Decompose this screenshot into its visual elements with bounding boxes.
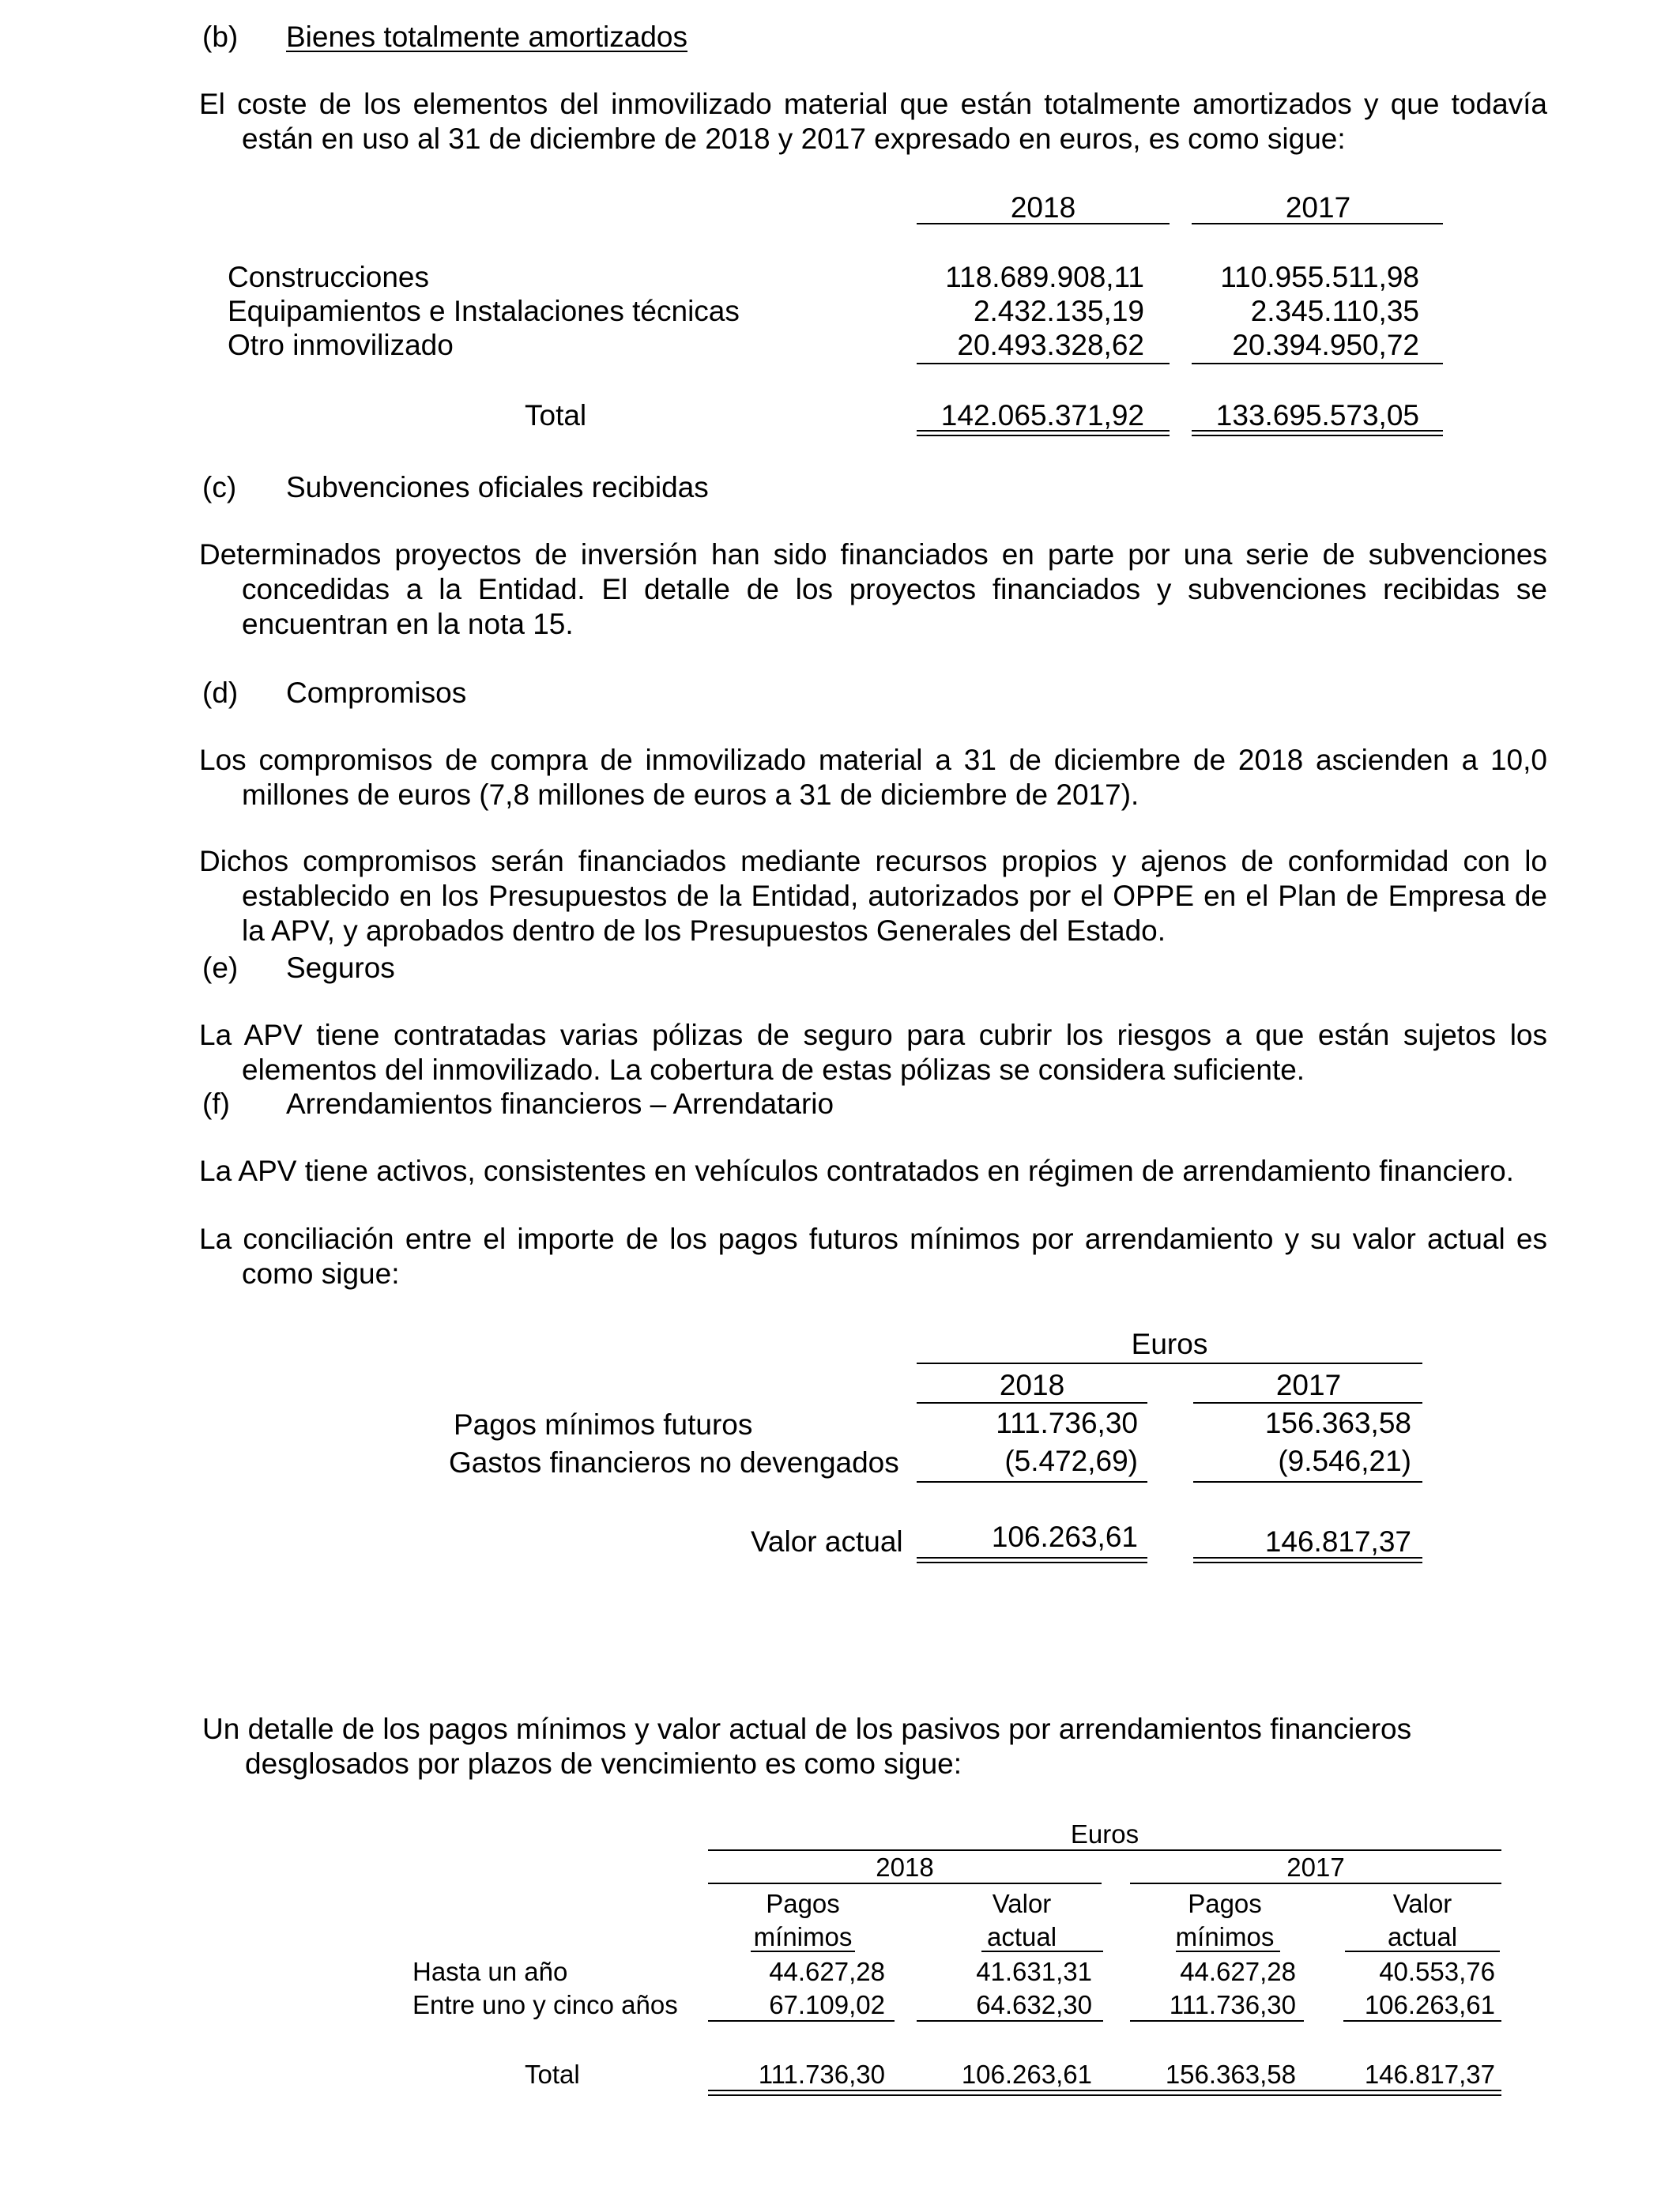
table-f2-cell: 106.263,61 [1364, 1990, 1495, 2019]
table-f2-cell: 64.632,30 [976, 1990, 1092, 2019]
table-f2-col-header: Valor [1392, 1889, 1452, 1918]
table-f2-cell: 67.109,02 [769, 1990, 885, 2019]
table-f2-col-header: Pagos [1188, 1889, 1262, 1918]
paragraph-line: encuentran en la nota 15. [242, 608, 574, 640]
table-b-subtotal-rule [1192, 363, 1443, 364]
paragraph-line: La APV tiene contratadas varias pólizas de seguro para cubrir los riesgos a que están sujetos los [199, 1019, 1547, 1051]
table-f2-cell: 111.736,30 [1169, 1990, 1296, 2019]
section-d-paragraph-2 [199, 844, 1547, 948]
table-b-total-cell: 133.695.573,05 [1215, 399, 1419, 432]
paragraph-line: millones de euros (7,8 millones de euros a 31 de diciembre de 2017). [242, 778, 1139, 811]
section-c-paragraph [199, 537, 1547, 642]
paragraph-line: La conciliación entre el importe de los pagos futuros mínimos por arrendamiento y su valor actual es [199, 1223, 1547, 1255]
section-f-paragraph-2 [199, 1222, 1547, 1291]
table-f1-total-cell: 146.817,37 [1264, 1525, 1411, 1558]
table-f1-cell: (9.546,21) [1278, 1445, 1411, 1477]
table-f2-cell: 41.631,31 [976, 1957, 1092, 1986]
section-b-paragraph [199, 87, 1547, 156]
table-f1-row-label: Pagos mínimos futuros [454, 1408, 753, 1441]
table-b-cell: 20.394.950,72 [1232, 329, 1419, 361]
table-f2-col-header: actual [986, 1922, 1057, 1951]
table-f2-cell: 44.627,28 [769, 1957, 885, 1986]
section-f-letter: (f) [202, 1088, 230, 1120]
section-e-paragraph [199, 1018, 1547, 1088]
section-c-letter: (c) [202, 471, 237, 503]
table-b-total-cell: 142.065.371,92 [940, 399, 1144, 432]
table-f2-year-rule [1130, 1883, 1501, 1884]
section-c-title: Subvenciones oficiales recibidas [286, 471, 709, 503]
table-f2-group-rule [708, 1849, 1501, 1851]
table-f1-total-double-rule [917, 1557, 1147, 1563]
table-f2-subtotal-rule [1343, 2020, 1501, 2022]
table-f1-header-rule [1193, 1402, 1422, 1404]
table-b-row-label: Otro inmovilizado [228, 329, 454, 361]
table-f1-total-cell: 106.263,61 [991, 1521, 1138, 1553]
table-b-row-label: Construcciones [228, 261, 430, 293]
table-f2-cell: 44.627,28 [1180, 1957, 1296, 1986]
paragraph-line: Dichos compromisos serán financiados mediante recursos propios y ajenos de conformidad con lo [199, 845, 1547, 877]
table-f1-total-label: Valor actual [751, 1525, 903, 1558]
paragraph-line: elementos del inmovilizado. La cobertura de estas pólizas se considera suficiente. [242, 1054, 1305, 1086]
paragraph-line: desglosados por plazos de vencimiento es como sigue: [245, 1747, 962, 1780]
table-b-header-rule [917, 223, 1170, 224]
table-b-total-double-rule [1192, 430, 1443, 436]
paragraph-line: están en uso al 31 de diciembre de 2018 y 2017 expresado en euros, es como sigue: [242, 123, 1346, 155]
paragraph-line: Determinados proyectos de inversión han sido financiados en parte por una serie de subvenciones [199, 538, 1547, 571]
paragraph-line: La APV tiene activos, consistentes en vehículos contratados en régimen de arrendamiento financiero. [199, 1155, 1514, 1187]
section-e-letter: (e) [202, 952, 239, 984]
table-f1-cell: (5.472,69) [1004, 1445, 1138, 1477]
table-f2-col-header: mínimos [753, 1922, 853, 1951]
table-f1-row-label: Gastos financieros no devengados [449, 1446, 899, 1479]
paragraph-line: Un detalle de los pagos mínimos y valor actual de los pasivos por arrendamientos financieros [202, 1713, 1412, 1745]
table-f2-year-2017: 2017 [1286, 1853, 1345, 1882]
table-f2-col-header: Pagos [766, 1889, 840, 1918]
table-f2-total-label: Total [525, 2060, 580, 2089]
table-b-row-label: Equipamientos e Instalaciones técnicas [228, 295, 740, 327]
table-b-cell: 118.689.908,11 [945, 261, 1144, 293]
table-f2-row-label: Hasta un año [412, 1957, 568, 1986]
table-f2-total-cell: 146.817,37 [1364, 2060, 1495, 2089]
table-f2-subtotal-rule [1130, 2020, 1304, 2022]
section-d-title: Compromisos [286, 677, 467, 709]
section-f-title: Arrendamientos financieros – Arrendatario [286, 1088, 834, 1120]
table-f2-group-header: Euros [1070, 1819, 1139, 1849]
table-f2-col-header: actual [1387, 1922, 1458, 1951]
table-b-cell: 2.345.110,35 [1250, 295, 1419, 327]
paragraph-line: establecido en los Presupuestos de la Entidad, autorizados por el OPPE en el Plan de Empresa de [242, 880, 1547, 912]
table-f2-total-double-rule [708, 2090, 1501, 2096]
section-f-paragraph-1 [199, 1154, 1547, 1189]
table-f1-subtotal-rule [917, 1481, 1147, 1483]
table-b-subtotal-rule [917, 363, 1170, 364]
table-f1-group-rule [917, 1363, 1422, 1364]
paragraph-line: la APV, y aprobados dentro de los Presupuestos Generales del Estado. [242, 914, 1166, 947]
table-f2-year-rule [708, 1883, 1102, 1884]
table-f2-total-cell: 106.263,61 [961, 2060, 1092, 2089]
table-f1-header-rule [917, 1402, 1147, 1404]
paragraph-line: como sigue: [242, 1257, 400, 1290]
table-f1-header-2017: 2017 [1275, 1369, 1342, 1401]
table-f2-subtotal-rule [708, 2020, 895, 2022]
table-f2-col-header: mínimos [1175, 1922, 1275, 1951]
table-f2-cell: 40.553,76 [1379, 1957, 1495, 1986]
table-f1-total-double-rule [1193, 1557, 1422, 1563]
table-f2-col-header: Valor [992, 1889, 1052, 1918]
table-f1-cell: 156.363,58 [1264, 1407, 1411, 1439]
paragraph-line: El coste de los elementos del inmovilizado material que están totalmente amortizados y que todavía [199, 88, 1547, 120]
table-f2-col-rule [981, 1951, 1103, 1952]
table-f1-cell: 111.736,30 [996, 1407, 1138, 1439]
table-f2-col-rule [1345, 1951, 1500, 1952]
table-f1-header-2018: 2018 [999, 1369, 1065, 1401]
table-f2-col-rule [751, 1951, 855, 1952]
table-f2-total-cell: 111.736,30 [758, 2060, 885, 2089]
table-f2-total-cell: 156.363,58 [1165, 2060, 1296, 2089]
paragraph-line: Los compromisos de compra de inmovilizado material a 31 de diciembre de 2018 ascienden a 10,0 [199, 744, 1547, 776]
table-b-cell: 2.432.135,19 [973, 295, 1144, 327]
paragraph-line: concedidas a la Entidad. El detalle de los proyectos financiados y subvenciones recibidas se [242, 573, 1547, 605]
section-b-title: Bienes totalmente amortizados [286, 21, 687, 53]
table-b-cell: 20.493.328,62 [957, 329, 1144, 361]
section-f-paragraph-3 [202, 1712, 1435, 1781]
table-b-total-double-rule [917, 430, 1170, 436]
section-e-title: Seguros [286, 952, 395, 984]
table-f1-group-header: Euros [1131, 1328, 1208, 1360]
table-f2-col-rule [1176, 1951, 1280, 1952]
section-d-letter: (d) [202, 677, 239, 709]
table-b-header-2017: 2017 [1285, 191, 1351, 224]
table-b-total-label: Total [525, 399, 587, 432]
table-b-header-2018: 2018 [1010, 191, 1076, 224]
section-d-paragraph-1 [199, 743, 1547, 812]
section-b-letter: (b) [202, 21, 239, 53]
table-f2-row-label: Entre uno y cinco años [412, 1990, 678, 2019]
table-b-cell: 110.955.511,98 [1220, 261, 1419, 293]
table-f2-year-2018: 2018 [876, 1853, 934, 1882]
table-f1-subtotal-rule [1193, 1481, 1422, 1483]
table-f2-subtotal-rule [917, 2020, 1103, 2022]
table-b-header-rule [1192, 223, 1443, 224]
